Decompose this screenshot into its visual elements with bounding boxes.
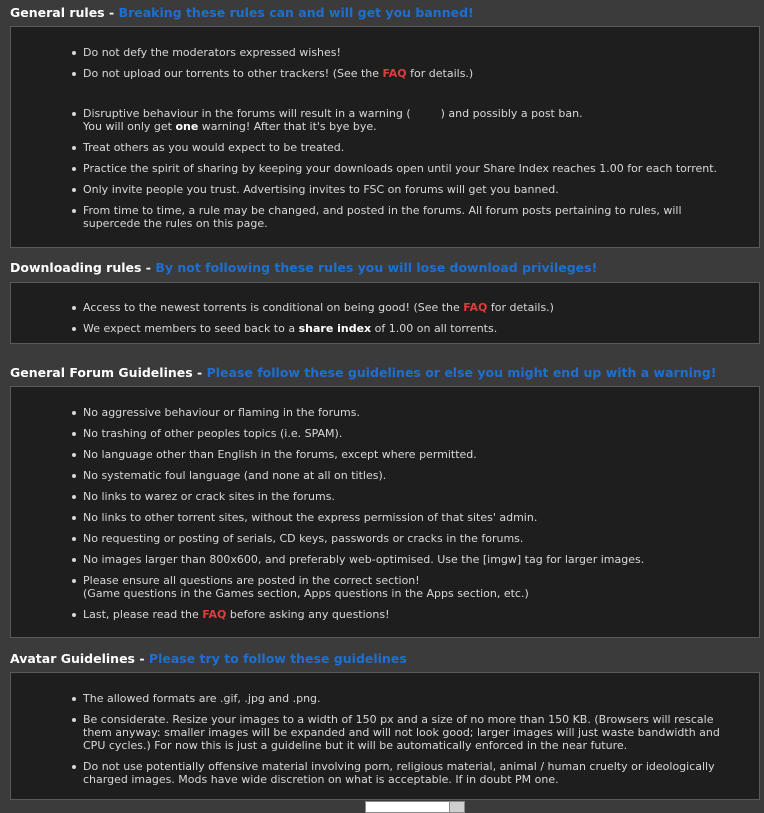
section-heading: General Forum Guidelines [10,365,193,380]
section-title-general-rules [10,5,474,20]
section-subtitle: By not following these rules you will lose download privileges! [155,260,598,275]
faq-link[interactable]: FAQ [463,301,488,314]
title-separator: - [197,365,203,380]
list-item: No links to warez or crack sites in the forums. [83,490,729,503]
list-item: From time to time, a rule may be changed, and posted in the forums. All forum posts pertaining to rules, will supercede the rules on this page. [83,204,729,230]
section-title-forum-guidelines [10,365,716,380]
list-item: No trashing of other peoples topics (i.e. SPAM). [83,427,729,440]
section-heading: Avatar Guidelines [10,651,135,666]
list-item: No links to other torrent sites, without the express permission of that sites' admin. [83,511,729,524]
warning-icon [411,109,441,120]
list-item: Do not use potentially offensive material involving porn, religious material, animal / human cruelty or ideologically charged images. Mods have wide discretion on what is acceptable. If in doubt PM one. [83,760,729,786]
downloading-rules-box [10,282,760,344]
section-title-downloading-rules [10,260,597,275]
list-item: No images larger than 800x600, and preferably web-optimised. Use the [imgw] tag for larger images. [83,553,729,566]
forum-guidelines-box [10,386,760,638]
list-item: No systematic foul language (and none at all on titles). [83,469,729,482]
list-item: The allowed formats are .gif, .jpg and .png. [83,692,729,705]
list-item: Practice the spirit of sharing by keeping your downloads open until your Share Index reaches 1.00 for each torrent. [83,162,729,175]
list-item: We expect members to seed back to a share index of 1.00 on all torrents. [83,322,729,335]
avatar-guidelines-box [10,672,760,800]
list-item: Please ensure all questions are posted in the correct section! (Game questions in the Games section, Apps questions in the Apps section, etc.) [83,574,729,600]
section-heading: General rules [10,5,105,20]
faq-link[interactable]: FAQ [202,608,227,621]
list-item: No aggressive behaviour or flaming in the forums. [83,406,729,419]
title-separator: - [108,5,115,20]
list-item: Only invite people you trust. Advertising invites to FSC on forums will get you banned. [83,183,729,196]
section-title-avatar-guidelines [10,651,407,666]
chevron-down-icon[interactable] [449,802,464,812]
list-item: Do not defy the moderators expressed wishes! [83,46,729,59]
list-item: Disruptive behaviour in the forums will result in a warning ( ) and possibly a post ban. You will only get one warning! After that it's bye bye. [83,107,729,133]
list-item: Access to the newest torrents is conditional on being good! (See the FAQ for details.) [83,301,729,314]
list-item: No language other than English in the forums, except where permitted. [83,448,729,461]
list-item: No requesting or posting of serials, CD keys, passwords or cracks in the forums. [83,532,729,545]
section-subtitle: Please try to follow these guidelines [148,651,407,666]
list-item: Do not upload our torrents to other trackers! (See the FAQ for details.) [83,67,729,80]
list-item: Treat others as you would expect to be treated. [83,141,729,154]
title-separator: - [139,651,145,666]
jump-select[interactable] [365,801,465,813]
section-heading: Downloading rules [10,260,142,275]
section-subtitle: Breaking these rules can and will get you banned! [118,5,474,20]
faq-link[interactable]: FAQ [382,67,407,80]
section-subtitle: Please follow these guidelines or else you might end up with a warning! [206,365,717,380]
title-separator: - [145,260,151,275]
list-item: Last, please read the FAQ before asking any questions! [83,608,729,621]
general-rules-box [10,26,760,248]
list-item: Be considerate. Resize your images to a width of 150 px and a size of no more than 150 KB. (Browsers will rescale them anyway: smaller images will be expanded and will not look good; larger images will just waste bandwidth and CPU cycles.) For now this is just a guideline but it will be automatically enforced in the near future. [83,713,729,752]
